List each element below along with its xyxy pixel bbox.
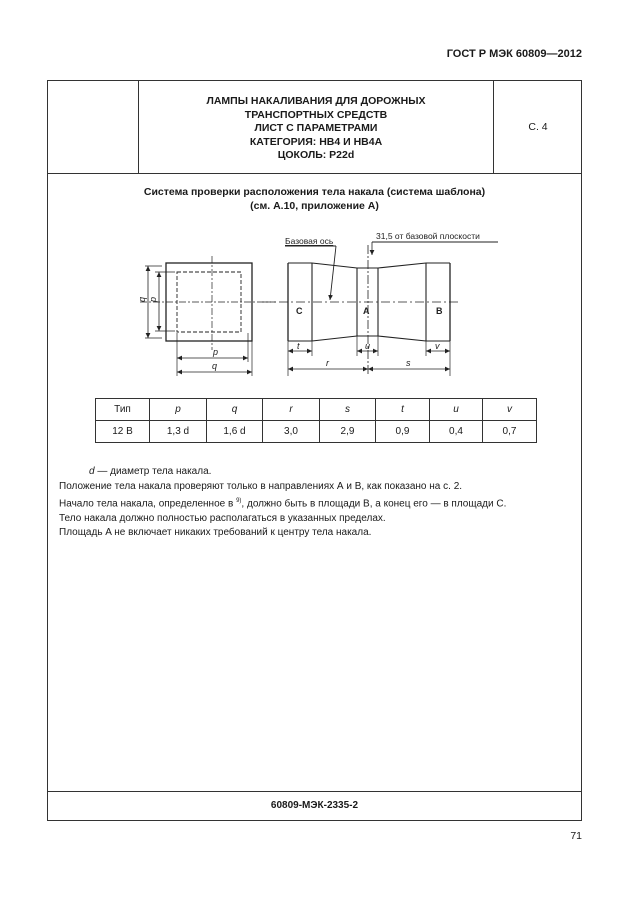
table-cell: 2,9 (320, 421, 376, 443)
sheet-footer (48, 791, 581, 820)
standard-number: ГОСТ Р МЭК 60809—2012 (446, 48, 582, 60)
table-header-cell: t (376, 399, 430, 421)
filament-figure (0, 0, 630, 400)
table-cell: 3,0 (263, 421, 320, 443)
title-line: ЦОКОЛЬ: P22d (277, 149, 355, 161)
zone-a-label: A (363, 306, 370, 316)
table-cell: 0,4 (430, 421, 483, 443)
page-number: 71 (570, 830, 582, 842)
section-title: Система проверки расположения тела накала (система шаблона) (143, 186, 486, 198)
d-symbol: d (89, 466, 95, 477)
table-header-cell: s (320, 399, 376, 421)
dim-r-label: r (326, 358, 329, 368)
parameters-table (95, 398, 537, 443)
dim-31-label: 31,5 от базовой плоскости (376, 231, 480, 241)
note-line (59, 494, 506, 512)
reference-axis-label: Базовая ось (285, 236, 334, 246)
dim-u-label: u (365, 341, 371, 351)
table-header-cell: q (207, 399, 263, 421)
sheet-page-label: С. 4 (528, 121, 548, 133)
dim-q-h-label: q (212, 361, 218, 371)
title-line: ТРАНСПОРТНЫХ СРЕДСТВ (244, 108, 388, 121)
dim-s-label: s (406, 358, 411, 368)
d-description: — диаметр тела накала. (94, 466, 212, 477)
note-line: Площадь A не включает никаких требований к центру тела накала. (59, 527, 372, 539)
table-cell: 0,9 (376, 421, 430, 443)
table-cell: 1,3 d (150, 421, 207, 443)
note-line: Положение тела накала проверяют только в направлениях А и В, как показано на с. 2. (59, 480, 463, 492)
table-header-cell: v (483, 399, 537, 421)
table-header-cell: Тип (96, 399, 150, 421)
table-cell: 1,6 d (207, 421, 263, 443)
dim-v-label: v (435, 341, 440, 351)
title-line: ЛИСТ С ПАРАМЕТРАМИ (254, 122, 378, 134)
zone-b-label: B (436, 306, 443, 316)
note-line: Тело накала должно полностью располагаться в указанных пределах. (59, 512, 386, 524)
footnote-ref: 9) (236, 498, 242, 504)
note-part: , должно быть в площади B, а конец его — в площади С. (241, 498, 507, 510)
table-row (96, 421, 537, 443)
table-header-cell: r (263, 399, 320, 421)
dim-t-label: t (297, 341, 300, 351)
notes-block (59, 465, 506, 541)
table-cell: 0,7 (483, 421, 537, 443)
note-part: Начало тела накала, определенное в (59, 498, 237, 510)
title-line: ЛАМПЫ НАКАЛИВАНИЯ ДЛЯ ДОРОЖНЫХ (206, 95, 426, 107)
table-header-cell: u (430, 399, 483, 421)
table-header-cell: p (150, 399, 207, 421)
table-cell: 12 В (96, 421, 150, 443)
table-header-row (96, 399, 537, 421)
note-d (59, 465, 506, 480)
dim-p-h-label: p (213, 347, 219, 357)
section-subtitle: (см. А.10, приложение А) (250, 200, 379, 212)
document-code: 60809-МЭК-2335-2 (270, 800, 359, 811)
axis-leader (330, 246, 336, 300)
title-line: КАТЕГОРИЯ: HB4 И HB4A (249, 135, 383, 148)
dim-p-v-label: p (148, 296, 158, 302)
dim-q-v-label: q (137, 296, 147, 302)
zone-c-label: C (296, 306, 303, 316)
